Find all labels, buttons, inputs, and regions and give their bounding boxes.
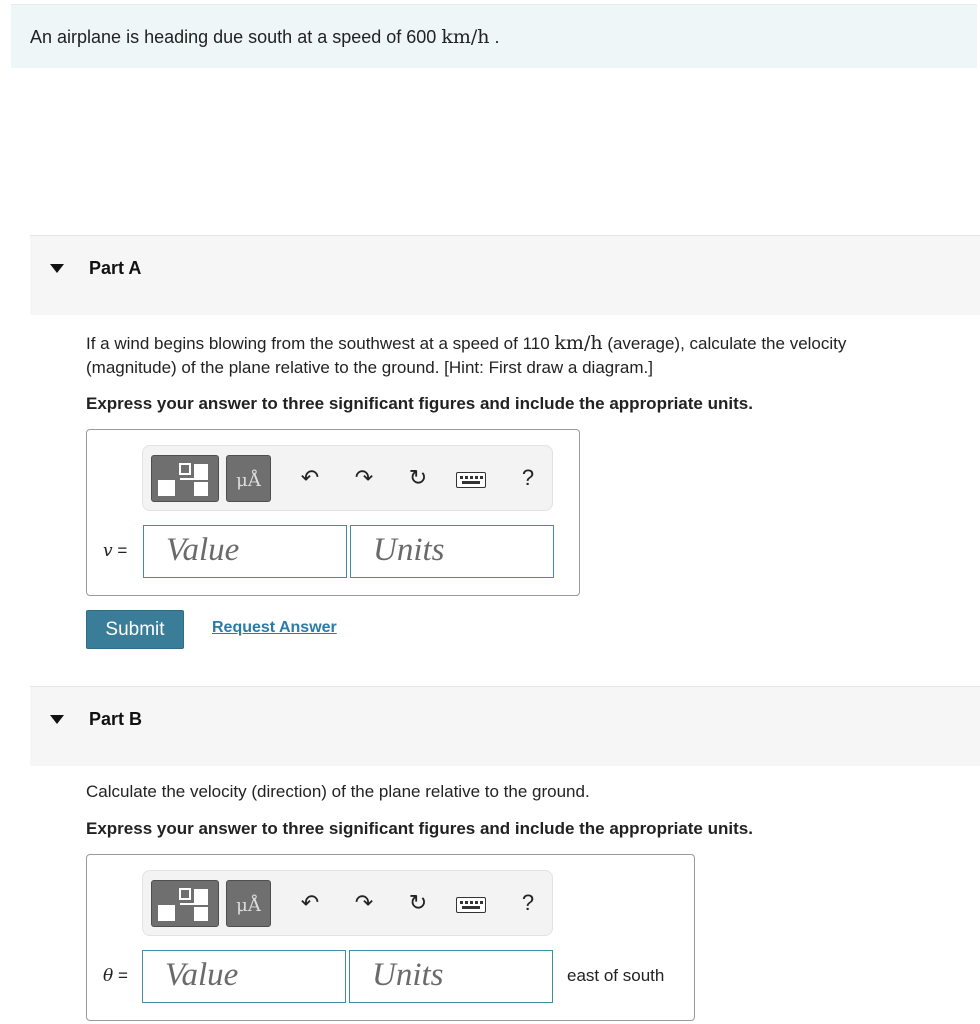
templates-button[interactable]: [151, 880, 219, 927]
variable-label: [103, 966, 128, 986]
part-b-instruction: Express your answer to three significant figures and include the appropriate units.: [86, 819, 753, 838]
submit-button[interactable]: Submit: [86, 610, 184, 649]
direction-suffix: east of south: [567, 966, 665, 985]
redo-icon[interactable]: ↷: [354, 465, 374, 490]
part-a-question-text: If a wind begins blowing from the southwest at a speed of 110: [86, 334, 555, 353]
fraction-template-icon: [152, 881, 220, 928]
help-icon[interactable]: ?: [521, 890, 535, 915]
math-toolbar: [142, 870, 553, 936]
help-icon[interactable]: ?: [521, 465, 535, 490]
units-button[interactable]: [226, 880, 271, 927]
intro-text-end: .: [489, 27, 500, 47]
part-a-question-text-end: (average), calculate the velocity (magnitude) of the plane relative to the ground. [Hint: First draw a diagram.]: [86, 334, 847, 377]
variable-label: [103, 541, 127, 561]
value-input[interactable]: Value: [143, 525, 347, 578]
variable-symbol: θ: [103, 966, 114, 986]
equals-sign: =: [113, 966, 128, 985]
part-b-question: Calculate the velocity (direction) of the plane relative to the ground.: [86, 782, 590, 801]
collapse-triangle-icon[interactable]: [50, 264, 64, 273]
part-a-header[interactable]: [30, 235, 980, 315]
intro-text: An airplane is heading due south at a speed of 600: [30, 27, 442, 47]
units-button-label: μÅ: [236, 470, 261, 491]
reset-icon[interactable]: ↻: [408, 465, 428, 490]
request-answer-link[interactable]: Request Answer: [212, 619, 337, 636]
undo-icon[interactable]: ↶: [300, 465, 320, 490]
templates-button[interactable]: [151, 455, 219, 502]
redo-icon[interactable]: ↷: [354, 890, 374, 915]
part-a-title: Part A: [89, 258, 142, 278]
math-toolbar: [142, 445, 553, 511]
units-input[interactable]: Units: [349, 950, 553, 1003]
part-b-title: Part B: [89, 709, 143, 729]
part-a-answer-box: [86, 429, 580, 596]
part-a-instruction: Express your answer to three significant figures and include the appropriate units.: [86, 394, 753, 413]
part-b-header[interactable]: [30, 686, 980, 766]
keyboard-icon[interactable]: [456, 472, 486, 488]
keyboard-icon[interactable]: [456, 897, 486, 913]
undo-icon[interactable]: ↶: [300, 890, 320, 915]
part-b-answer-box: [86, 854, 695, 1021]
units-button-label: μÅ: [236, 895, 261, 916]
reset-icon[interactable]: ↻: [408, 890, 428, 915]
intro-unit: km/h: [441, 26, 490, 48]
part-a-question: [86, 331, 936, 380]
variable-symbol: v: [103, 541, 113, 561]
equals-sign: =: [112, 541, 128, 560]
value-input[interactable]: Value: [142, 950, 346, 1003]
units-input[interactable]: Units: [350, 525, 554, 578]
collapse-triangle-icon[interactable]: [50, 715, 64, 724]
fraction-template-icon: [152, 456, 220, 503]
units-button[interactable]: [226, 455, 271, 502]
part-a-question-unit: km/h: [554, 332, 603, 354]
problem-intro: [11, 4, 977, 68]
